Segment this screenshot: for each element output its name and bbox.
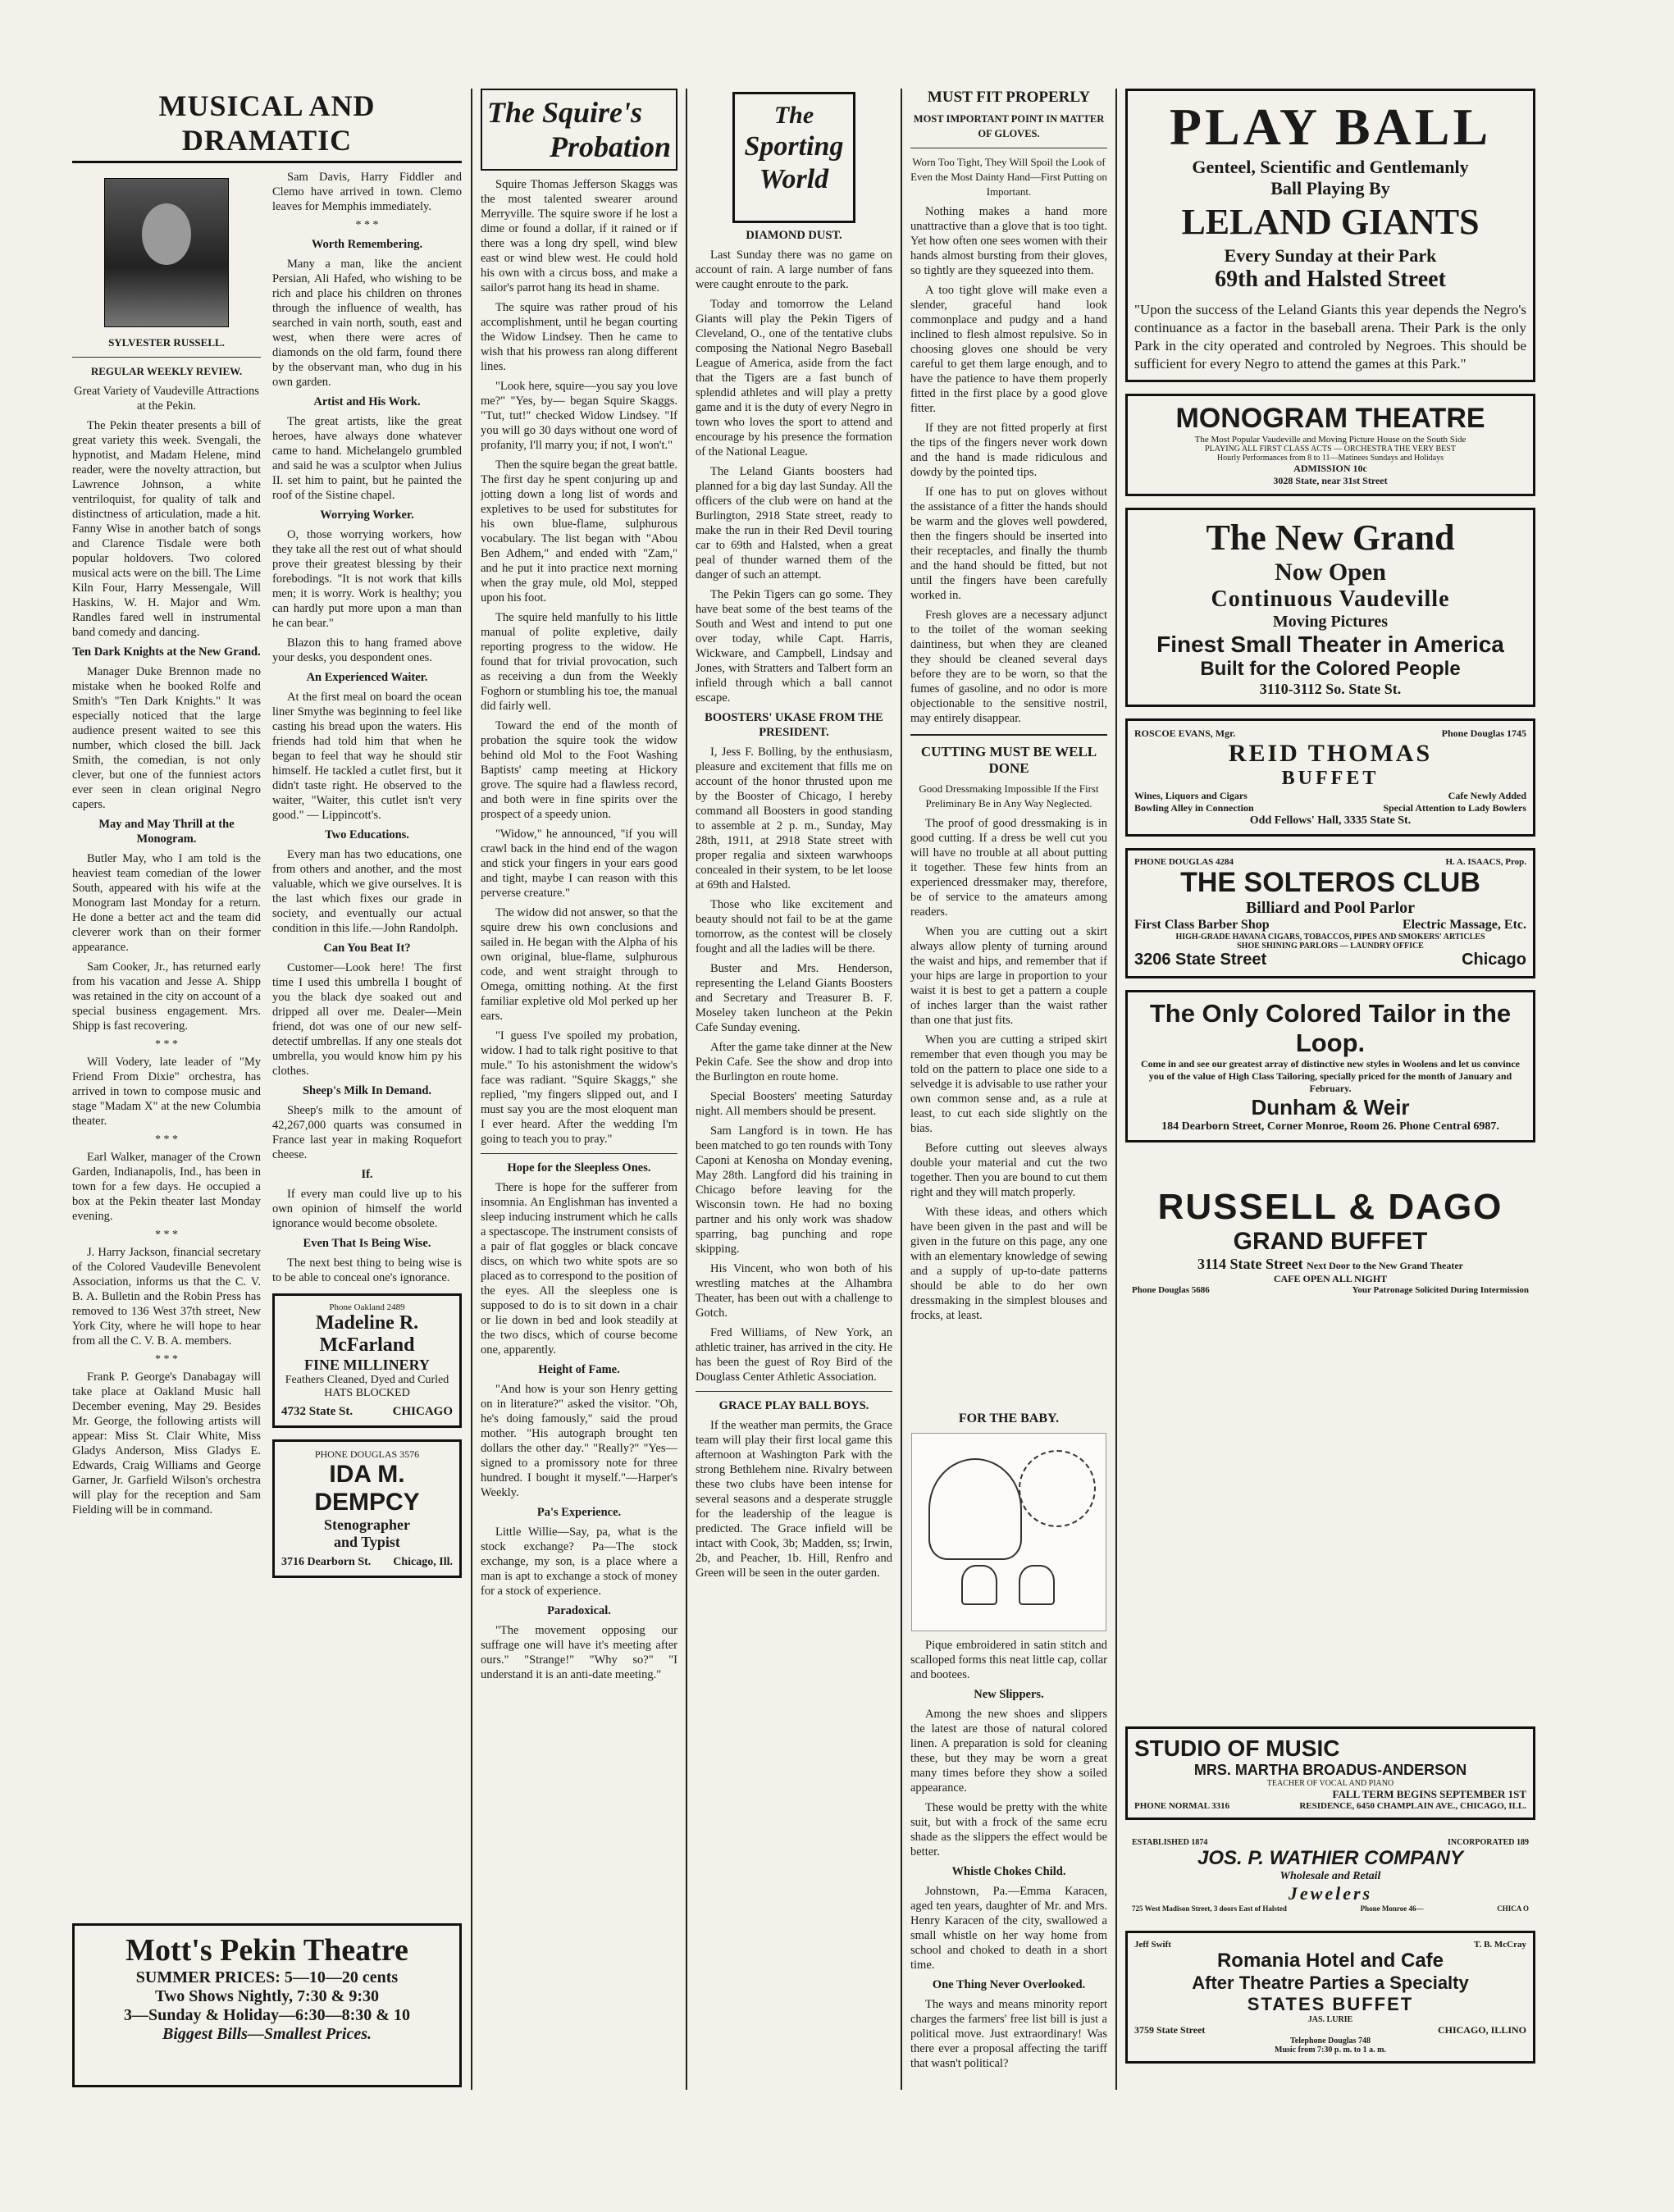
article-paragraph: If every man could live up to his own opinion of himself the world ignorance would become obsolete. [272,1188,462,1230]
ad-title: RUSSELL & DAGO [1157,1187,1503,1227]
subhead: Artist and His Work. [313,395,421,408]
portrait-caption: SYLVESTER RUSSELL. [108,336,225,349]
ad-phone: Phone Monroe 46— [1360,1904,1424,1913]
ad-line: H. A. ISAACS, Prop. [1445,857,1526,867]
ad-title: The Only Colored Tailor in the Loop. [1149,999,1512,1057]
article-paragraph: Before cutting out sleeves always double your material and cut the two together. Then you are bound to cut them right and they will match properly. [910,1142,1107,1199]
article-paragraph: Among the new shoes and slippers the latest are those of natural colored linen. A preparation is sold for cleaning these, but they may be worn a great many times before they show a soiled appearance. [910,1708,1107,1795]
subhead: New Slippers. [974,1688,1044,1701]
ad-line: 69th and Halsted Street [1215,267,1446,292]
baby-clothes-illustration [911,1433,1106,1631]
column-rule [901,89,902,2090]
article-paragraph: Then the squire began the great battle. The first day he spent conjuring up and jotting down a long list of words and expletives to be used for substitutes for his own blue-flame, sulphurous vocabulary. The list began with "Abou Ben Adhem," and ended with "Zam," and he put it into practice next morning when the gray mule, old Mol, stepped upon his foot. [481,458,677,604]
ad-line: Finest Small Theater in America [1156,632,1504,657]
ad-line: ESTABLISHED 1874 [1132,1838,1208,1847]
ad-name: MRS. MARTHA BROADUS-ANDERSON [1193,1762,1467,1778]
article-paragraph: Those who like excitement and beauty should not fail to be at the game tomorrow, as the contest will be closely fought and all the ladies will be there. [696,898,892,955]
ad-line: Stenographer [324,1516,410,1533]
subhead: Can You Beat It? [323,942,411,955]
article-paragraph: "I guess I've spoiled my probation, widow. I had to talk right positive to that mule." To his astonishment the widow's face was radiant. "Squire Skaggs," she replied, "my fingers slipped out, and I must say you are the most eloquent man I ever heard. After the wedding I'm going to teach you to pray." [481,1029,677,1146]
subhead: Great Variety of Vaudeville Attractions at the Pekin. [74,385,259,413]
column-rule [471,89,472,2090]
subhead: MOST IMPORTANT POINT IN MATTER OF GLOVES. [913,113,1105,139]
article-paragraph: The squire held manfully to his little manual of polite expletive, daily reporting progress to the widow. He found that for trivial provocation, such as receiving a dun from the Weekly Foghorn or stumbling his toe, the manual did fairly well. [481,611,677,713]
article-paragraph: Frank P. George's Danabagay will take place at Oakland Music hall December evening, May 29. Besides Mr. George, the following artists will appear: Miss St. Clair White, Miss Gladys Anderson, Miss Gladys E. Edwards, Craig Williams and George Garner, Jr. Garfield Wilson's orchestra will play for the reception and Sam Fielding will be in command. [72,1371,261,1516]
subhead: Pa's Experience. [536,1506,622,1519]
article-paragraph: Special Boosters' meeting Saturday night. All members should be present. [696,1090,892,1118]
ad-line: Wholesale and Retail [1279,1870,1381,1882]
ad-line: HATS BLOCKED [324,1387,410,1399]
article-paragraph: "And how is your son Henry getting on in literature?" asked the visitor. "Oh, he's doing famously," said the proud mother. "His autograph brought ten dollars the other day." "Really?" "Yes—signed to a promissory note for three hundred. I bought it myself."—Harper's Weekly. [481,1383,677,1499]
ad-city: CHICAGO [392,1405,453,1418]
ad-line: HIGH-GRADE HAVANA CIGARS, TOBACCOS, PIPES AND SMOKERS' ARTICLES [1175,933,1485,942]
logo-text: World [759,164,829,194]
ad-line: Music from 7:30 p. m. to 1 a. m. [1275,2046,1386,2055]
article-paragraph: The Pekin Tigers can go some. They have beat some of the best teams of the South and West and intend to put one over today, while Capt. Harris, Wickware, and Campbell, Lindsay and Jones, with Stratters and Talbert form an infield through which a ball cannot escape. [696,588,892,705]
ad-line: JAS. LURIE [1307,2015,1353,2024]
ad-line: After Theatre Parties a Specialty [1192,1973,1469,1993]
ad-line: FALL TERM BEGINS SEPTEMBER 1ST [1332,1788,1526,1800]
ad-dempcy [272,1439,462,1578]
ad-wathier [1125,1831,1535,1919]
ad-play-ball [1125,89,1535,382]
ad-line: The Most Popular Vaudeville and Moving Picture House on the South Side [1194,435,1466,445]
ad-name: Dunham & Weir [1251,1095,1410,1120]
ad-phone: Phone Douglas 1745 [1441,727,1526,739]
ad-line: GRAND BUFFET [1233,1228,1428,1255]
ad-line: Built for the Colored People [1200,658,1461,680]
ad-phone: PHONE DOUGLAS 4284 [1134,857,1234,867]
sporting-world-logo [732,92,855,223]
ad-business: FINE MILLINERY [304,1357,430,1373]
logo-text: The [773,102,814,129]
ad-address: 3114 State Street [1197,1256,1303,1272]
subhead: DIAMOND DUST. [746,229,842,242]
subhead: An Experienced Waiter. [306,671,428,684]
ad-line: First Class Barber Shop [1134,918,1270,932]
section-header: CUTTING MUST BE WELL DONE [920,744,1097,776]
article-paragraph: Buster and Mrs. Henderson, representing the Leland Giants Boosters and Secretary and Treasurer B. F. Moseley taken luncheon at the Pekin Cafe Sunday evening. [696,962,892,1034]
subhead: One Thing Never Overlooked. [932,1978,1086,1991]
subhead: FOR THE BABY. [958,1412,1060,1425]
ad-line: Every Sunday at their Park [1224,245,1437,266]
subhead: GRACE PLAY BALL BOYS. [718,1399,869,1412]
subhead: Worrying Worker. [320,509,414,522]
article-paragraph: I, Jess F. Bolling, by the enthusiasm, pleasure and excitement that fills me on account of the honor thrusted upon me by the Booster of Chicago, I hereby command all Boosters in good standing to assemble at 2 p. m., Sunday, May 28th, 1911, at 2918 State street with proper regalia and sixteen warwhoops concealed in their system, to be let loose at 69th and Halsted. [696,746,892,892]
ad-line: Now Open [1275,559,1386,586]
ad-russell-dago [1125,1154,1535,1302]
ad-phone: Phone Oakland 2489 [329,1302,405,1312]
article-paragraph: The great artists, like the great heroes, have always done whatever came to hand. Michelangelo grumbled and said he was a sculptor when Julius II. set him to paint, but he painted the roof of the Sistine chapel. [272,415,462,502]
subhead: Hope for the Sleepless Ones. [507,1161,651,1174]
article-paragraph: Sheep's milk to the amount of 42,267,000 quarts was consumed in France last year in making Roquefort cheese. [272,1104,462,1161]
article-paragraph: Toward the end of the month of probation the squire took the widow behind old Mol to the Foot Washing Baptists' camp meeting at Hickory grove. The squire had a flawless record, and both were in fine spirits over the prospect of a speedy union. [481,719,677,821]
ad-address: Odd Fellows' Hall, 3335 State St. [1249,814,1412,827]
article-paragraph: When you are cutting a striped skirt remember that even though you may be told on the pattern to place one side to a selvedge it is advisable to use rather your own common sense and, as a rule at least, to cut each side slightly on the bias. [910,1033,1107,1135]
article-paragraph: Today and tomorrow the Leland Giants will play the Pekin Tigers of Cleveland, O., one of the tentative clubs composing the National Negro Baseball League of America, aside from the fact that the Tigers are a fast bunch of splendid athletes and will play a pretty game and it is the duty of every Negro in town who loves the sport to attend and encourage by his presence the formation of the National League. [696,298,892,458]
article-paragraph: If one has to put on gloves without the assistance of a fitter the hands should be warm and the gloves well powdered, then the fingers should be inserted into their receptacles, and finally the thumb and the hand should be fitted, but not until the fingers have been carefully worked in. [910,486,1107,602]
article-paragraph: Blazon this to hang framed above your desks, you despondent ones. [272,636,462,664]
ad-title: REID THOMAS [1228,740,1433,767]
review-head: REGULAR WEEKLY REVIEW. [90,365,243,377]
subhead: If. [361,1168,373,1181]
ad-phone: Phone Douglas 5686 [1132,1285,1210,1295]
article-paragraph: The widow did not answer, so that the squire drew his own conclusions and sailed in. He began with the Alpha of his own original, blue-flame, sulphurous code, and went straight through to Omega, omitting nothing. At the first familiar expletive old Mol perked up her ears. [481,906,677,1023]
ad-line: PLAYING ALL FIRST CLASS ACTS — ORCHESTRA THE VERY BEST [1205,445,1456,454]
article-paragraph: Sam Langford is in town. He has been matched to go ten rounds with Tony Caponi at Kenosha on Monday evening, May 28th. Langford did his training in Chicago before leaving for the Wisconsin town. He had no boxing partner and his only work was shadow sparring, bag punching and rope skipping. [696,1124,892,1256]
article-paragraph: If they are not fitted properly at first the tips of the fingers never work down and the hand is made ridiculous and dowdy by the pointed tips. [910,422,1107,479]
subhead: Height of Fame. [538,1363,620,1376]
ad-title: The New Grand [1206,518,1455,558]
ad-studio-music [1125,1726,1535,1820]
ad-line: Two Shows Nightly, 7:30 & 9:30 [155,1987,379,2005]
article-paragraph: Fresh gloves are a necessary adjunct to the toilet of the woman seeking daintiness, but when they are cleaned they should be cleaned several days before they are to be worn, so that the fumes of gasoline, and no odor is more objectionable to the sensitive nostril, may entirely disappear. [910,609,1107,725]
ad-title: JOS. P. WATHIER COMPANY [1197,1847,1464,1869]
article-paragraph: Every man has two educations, one from others and another, and the most valuable, which we give ourselves. It is the last which fixes our grade in society, and eventually our actual condition in this life.—John Randolph. [272,848,462,935]
image-caption: Pique embroidered in satin stitch and scalloped forms this neat little cap, collar and bootees. [910,1639,1107,1681]
subhead: Worn Too Tight, They Will Spoil the Look of Even the Most Dainty Hand—First Putting on Important. [910,156,1107,198]
ad-quote: "Upon the success of the Leland Giants this year depends the Negro's continuance as a factor in the baseball arena. Their Park is the only Park in the city operated and controled by Negroes. This should be sufficient for every Negro to attend the games at this Park." [1134,302,1526,372]
lower-advertisements [1125,1726,1535,2075]
article-paragraph: A too tight glove will make even a slender, graceful hand look commonplace and pudgy and a hand inclined to flesh almost repulsive. So in choosing gloves one should be very careful to get them large enough, and to have the patience to have them properly fitted in the first place by a good glove fitter. [910,284,1107,415]
article-paragraph: Earl Walker, manager of the Crown Garden, Indianapolis, Ind., has been in town for a few days. He occupied a box at the Pekin theater last Monday evening. [72,1151,261,1223]
section-header: MUSICAL AND DRAMATIC [72,89,462,163]
ad-name: Madeline R. McFarland [315,1312,419,1356]
ad-team: LELAND GIANTS [1181,202,1480,242]
ad-phone: PHONE NORMAL 3316 [1134,1801,1230,1811]
ad-line: CAFE OPEN ALL NIGHT [1273,1273,1388,1284]
ad-address: 3206 State Street [1134,951,1267,969]
article-paragraph: Johnstown, Pa.—Emma Karacen, aged ten years, daughter of Mr. and Mrs. Henry Karacen of the city, swallowed a small whistle on her way home from school and choked to death in a short time. [910,1885,1107,1972]
ad-address: 4732 State St. [281,1405,354,1418]
ad-line: Your Patronage Solicited During Intermission [1352,1285,1529,1295]
squire-story [481,89,677,2090]
ad-solteros [1125,848,1535,978]
article-paragraph: When you are cutting out a skirt always allow plenty of turning around the waist and hips, and remember that if your hips are large in proportion to your waist it is best to get a pattern a couple of inches larger than the waist rather than one that just fits. [910,925,1107,1027]
article-paragraph: Manager Duke Brennon made no mistake when he booked Rolfe and Smith's "Ten Dark Knights." It was especially noticed that the large audience present waited to see this number, which closed the bill. Jack Smith, the comedian, is not only clever, but one of the funniest actors ever seen in clean original Negro capers. [72,665,261,811]
ad-line: Feathers Cleaned, Dyed and Curled [285,1374,449,1386]
subhead: Good Dressmaking Impossible If the First Preliminary Be in Any Way Neglected. [919,782,1099,810]
ad-motts-pekin [72,1923,462,2087]
baby-feature [910,1407,1107,2076]
ad-phone: PHONE DOUGLAS 3576 [314,1448,420,1460]
ad-line: SUMMER PRICES: 5—10—20 cents [135,1968,399,1986]
article-paragraph: "Look here, squire—you say you love me?" "Yes, by— began Squire Skaggs. "Tut, tut!" checked Widow Lindsey. "If you will go 30 days without one word of profanity, I'll marry you; if not, I won't." [481,380,677,452]
subhead: Two Educations. [325,828,409,841]
ad-address: RESIDENCE, 6450 CHAMPLAIN AVE., CHICAGO, ILL. [1299,1801,1526,1811]
ad-title: Romania Hotel and Cafe [1216,1950,1444,1972]
ad-address: 3759 State Street [1134,2024,1206,2036]
ad-line: Special Attention to Lady Bowlers [1383,802,1526,814]
subhead: Even That Is Being Wise. [303,1237,431,1250]
ad-address: 3110-3112 So. State St. [1259,681,1402,697]
ad-name: IDA M. DEMPCY [314,1461,420,1516]
article-paragraph: Nothing makes a hand more unattractive than a glove that is too tight. Yet how often one sees women with their hands almost bursting from their gloves, so tightly are they squeezed into them. [910,205,1107,277]
article-paragraph: His Vincent, who won both of his wrestling matches at the Alhambra Theater, has been out with a challenge to Gotch. [696,1262,892,1320]
ad-title: PLAY BALL [1169,98,1492,156]
article-paragraph: The Leland Giants boosters had planned for a big day last Sunday. All the officers of the club were on hand at the Burlington, 2918 State street, ready to make the run in their Red Devil touring car to 69th and Halsted, when a great peal of thunder warned them of the danger of such an attempt. [696,465,892,582]
ad-title: THE SOLTEROS CLUB [1180,867,1480,898]
column-rule [1115,89,1117,2090]
ad-line: and Typist [334,1534,400,1550]
ad-line: Billiard and Pool Parlor [1245,899,1416,917]
ad-line: INCORPORATED 189 [1448,1838,1529,1847]
ad-colored-tailor [1125,990,1535,1142]
ad-city: CHICAGO, ILLINO [1437,2024,1526,2036]
article-paragraph: Squire Thomas Jefferson Skaggs was the most talented swearer around Merryville. The squire swore if he lost a dime or found a dollar, if it rained or if there was a long dry spell, wind blew east or wind blew west. He could hold his own with a circus boss, and make a sailor's parrot hang its head in shame. [481,178,677,294]
subhead: May and May Thrill at the Monogram. [98,818,235,846]
ad-mcfarland [272,1293,462,1428]
ad-line: Wines, Liquors and Cigars [1134,790,1248,801]
subhead: Paradoxical. [547,1604,611,1617]
ad-line: Next Door to the New Grand Theater [1307,1260,1463,1271]
article-paragraph: Customer—Look here! The first time I used this umbrella I bought of you the black dye soaked out and dripped all over me. Dealer—Mein friend, dot was one of our new self-detectif umbrellas. If any one steals dot umbrella, you would know him py his clothes. [272,961,462,1078]
ad-monogram [1125,394,1535,496]
ad-romania-hotel [1125,1931,1535,2064]
subhead: Whistle Chokes Child. [951,1865,1066,1878]
article-paragraph: The next best thing to being wise is to be able to conceal one's ignorance. [272,1257,462,1284]
portrait-photo [104,178,229,327]
ad-line: Moving Pictures [1272,613,1389,631]
ad-line: Come in and see our greatest array of distinctive new styles in Woolens and let us convince you of the value of High Class Tailoring, specially priced for the month of January and February. [1141,1058,1520,1094]
ad-address: 725 West Madison Street, 3 doors East of Halsted [1132,1904,1287,1913]
ad-city: CHICA O [1497,1904,1529,1913]
article-paragraph: Fred Williams, of New York, an athletic trainer, has arrived in the city. He has been the guest of Roy Bird of the Douglass Center Athletic Association. [696,1326,892,1384]
ad-new-grand [1125,508,1535,707]
ad-line: Hourly Performances from 8 to 11—Matinees Sundays and Holidays [1216,454,1444,463]
ad-line: Bowling Alley in Connection [1134,802,1254,814]
section-header: MUST FIT PROPERLY [927,89,1091,106]
article-paragraph: These would be pretty with the white suit, but with a frock of the same ecru shade as the slippers the effect would be better. [910,1801,1107,1859]
ad-line: Genteel, Scientific and Gentlemanly [1192,157,1469,177]
ad-address: 3716 Dearborn St. [281,1556,372,1568]
ad-line: Electric Massage, Etc. [1402,918,1526,932]
ad-line: TEACHER OF VOCAL AND PIANO [1266,1779,1394,1788]
article-paragraph: The Pekin theater presents a bill of great variety this week. Svengali, the hypnotist, and Madam Helene, mind reader, were the novelty attraction, but Lawrence Johnson, a white ventriloquist, for quality of talk and distinctness of articulation, made a hit. Fanny Wise in another batch of songs and Clarence Tisdale were both popular holdovers. Two colored musical acts were on the bill. The Lime Kiln Four, Harry Messengale, Will Haskins, W. H. Major and Wm. Randles fared well in instrumental band comedy and dancing. [72,419,261,639]
advertisements-column [1125,89,1535,1313]
article-paragraph: Sam Cooker, Jr., has returned early from his vacation and Jesse A. Shipp was retained in the city on account of a special business engagement. Mrs. Shipp is fast recovering. [72,960,261,1033]
article-paragraph: Little Willie—Say, pa, what is the stock exchange? Pa—The stock exchange, my son, is a place where a man is apt to exchange a stock of money for a stock of experience. [481,1526,677,1598]
ad-line: BUFFET [1281,768,1380,789]
ad-line: 3028 State, near 31st Street [1273,475,1388,486]
ad-line: T. B. McCray [1474,1940,1526,1950]
subhead: Worth Remembering. [311,238,423,251]
article-paragraph: Many a man, like the ancient Persian, Ali Hafed, who wishing to be rich and place his children on thrones through the influence of wealth, has searched in vain north, south, east and west, when there were acres of diamonds on the old farm, found there by the observant man, who dug in his own garden. [272,258,462,389]
article-paragraph: Butler May, who I am told is the heaviest team comedian of the lower South, appeared with his wife at the Monogram last Monday for a return. He done a better act and the team did cleverer work than on their former appearance. [72,852,261,954]
ad-line: ADMISSION 10c [1293,463,1367,474]
ad-title: MONOGRAM THEATRE [1175,403,1485,434]
subhead: Sheep's Milk In Demand. [302,1084,432,1097]
article-paragraph: "The movement opposing our suffrage one will have it's meeting after ours." "Strange!" "Why so?" "I understand it is an anti-date meeting." [481,1624,677,1681]
ad-title: STUDIO OF MUSIC [1134,1735,1340,1761]
column-rule [686,89,687,2090]
ad-line: Jeff Swift [1134,1940,1171,1950]
article-paragraph: O, those worrying workers, how they take all the rest out of what should prove their greatest blessing by their forebodings. "It is not work that kills men; it is worry. Work is healthy; you can hardly put more upon a man than he can bear." [272,528,462,630]
article-paragraph: J. Harry Jackson, financial secretary of the Colored Vaudeville Benevolent Association, informs us that the C. V. B. A. Bulletin and the Robin Press has removed to 136 West 37th street, New York City, where he will hope to hear from all the C. V. B. A. members. [72,1246,261,1348]
ad-title: Mott's Pekin Theatre [125,1933,408,1968]
article-paragraph: Will Vodery, late leader of "My Friend From Dixie" orchestra, has arrived in town to compose music and stage "Madam X" at the new Columbia theater. [72,1056,261,1128]
ad-line: ROSCOE EVANS, Mgr. [1134,727,1236,739]
ad-line: Cafe Newly Added [1448,790,1526,801]
article-paragraph: The proof of good dressmaking is in good cutting. If a dress be well cut you will have no trouble at all about putting it together. These few hints from an experienced dressmaker may, therefore, be of service to the amateurs among readers. [910,817,1107,919]
logo-text: Sporting [744,131,844,162]
article-paragraph: After the game take dinner at the New Pekin Cafe. See the show and drop into the Burlington en route home. [696,1041,892,1083]
article-paragraph: There is hope for the sufferer from insomnia. An Englishman has invented a sleep inducing instrument which he calls a spectascope. The instrument consists of a pair of flat goggles or black concave discs, on which two white spots are so placed as to correspond to the position of the eyes. All the sleepless one is supposed to do is to sit down in a chair or lie down in bed and look steadily at the two discs, which of course become one, apparently. [481,1181,677,1357]
sporting-world-section [696,89,892,2090]
ad-line: Ball Playing By [1270,178,1390,198]
ad-reid-thomas [1125,718,1535,837]
article-paragraph: The squire was rather proud of his accomplishment, until he began courting the Widow Lindsey. Then he came to wish that his prowess ran along different lines. [481,301,677,373]
ad-phone: Telephone Douglas 748 [1290,2036,1371,2046]
ad-city: Chicago, Ill. [393,1556,453,1568]
subhead: Ten Dark Knights at the New Grand. [72,645,261,659]
ad-title: STATES BUFFET [1247,1994,1414,2014]
ad-city: Chicago [1462,951,1526,969]
story-title: Probation [549,130,671,163]
ad-line: Continuous Vaudeville [1211,586,1450,612]
article-paragraph: Last Sunday there was no game on account of rain. A large number of fans were caught enroute to the park. [696,249,892,291]
article-paragraph: Sam Davis, Harry Fiddler and Clemo have arrived in town. Clemo leaves for Memphis immediately. [272,171,462,213]
article-paragraph: If the weather man permits, the Grace team will play their first local game this afternoon at Washington Park with the strong Bethlehem nine. Rivalry between these two clubs have been intense for several seasons and a desperate struggle for the leadership of the league is predicted. The Grace infield will be intact with Cook, 3b; Madden, ss; Irwin, 2b, and Peacher, 1b. Hill, Renfro and Green will be seen in the outer garden. [696,1419,892,1580]
story-title: The Squire's [487,96,643,129]
ad-slogan: Biggest Bills—Smallest Prices. [162,2025,372,2043]
article-paragraph: The ways and means minority report charges the farmers' free list bill is just a political move. Just extraordinary! Was there ever a proposal affecting the tariff that wasn't political? [910,1998,1107,2070]
subhead: BOOSTERS' UKASE FROM THE PRESIDENT. [705,711,883,739]
ad-line: 3—Sunday & Holiday—6:30—8:30 & 10 [124,2006,410,2024]
ad-phone: Phone Central 6987. [1399,1120,1499,1133]
ad-line: SHOE SHINING PARLORS — LAUNDRY OFFICE [1237,942,1424,951]
article-paragraph: "Widow," he announced, "if you will crawl back in the hind end of the wagon and stick your fingers in your ears good and tight, maybe I can reason with this perverse creature." [481,828,677,900]
article-paragraph: With these ideas, and others which have been given in the past and will be given in the future on this page, any one with an elementary knowledge of sewing and a supply of up-to-date patterns should be able to do her own dressmaking in the simplest blouses and frocks, at least. [910,1206,1107,1322]
musical-dramatic-section: MUSICAL AND DRAMATIC SYLVESTER RUSSELL. REGULAR WEEKLY REVIEW. Great Variety of Vaudeville Attractions at the Pekin. The Pekin theater presents a bill of great variety this week. Svengali, the hypnotist, and Madam Helene, mind reader, were the novelty attraction, but Lawrence Johnson, a white ventriloquist, for quality of talk and distinctness of articulation, made a hit. Fanny Wise in another batch of songs and Clarence Tisdale were both popular holdovers. Two colored musical acts were on the bill. The Lime Kiln Four, Harry Messengale, Will Haskins, W. H. Major and Wm. Randles fared well in instrumental band comedy and dancing. Ten Dark Knights at the New Grand. Manager Duke Brennon made no mistake when he booked Rolfe and Smith's "Ten Dark Knights." It was especially noticed that the large audience present waited to see this number, which closed the bill. Jack Smith, the comedian, is not only clever, but one of the funniest actors ever seen in clean original Negro capers. May and May Thrill at the Monogram. Butler May, who I am told is the heaviest team comedian of the lower South, appeared with his wife at the Monogram last Monday for a return. He done a better act and the team did cleverer work than on their former appearance. Sam Cooker, Jr., has returned early from his vacation and Jesse A. Shipp was retained in the city on account of a special business engagement. Mrs. Shipp is fast recovering. * * * Will Vodery, late leader of "My Friend From Dixie" orchestra, has arrived in town to compose music and stage "Madam X" at the new Columbia theater. * * * Earl Walker, manager of the Crown Garden, Indianapolis, Ind., has been in town for a few days. He occupied a box at the Pekin theater last Monday evening. * * * J. Harry Jackson, financial secretary of the Colored Vaudeville Benevolent Association, informs us that the C. V. B. A. Bulletin and the Robin Press has removed to 136 West 37th street, New York City, where he will hope to hear from all the C. V. B. A. members. * * * Frank P. George's Danabagay will take place at Oakland Music hall December evening, May 29. Besides Mr. George, the following artists will appear: Miss St. Clair White, Miss Gladys Anderson, Miss Gladys E. Edwards, Craig Williams and George Garner, Jr. Garfield Wilson's orchestra will play for the reception and Sam Fielding will be in command. Sam Davis, Harry Fiddler and Clemo have arrived in town. Clemo leaves for Memphis immediately. * * * Worth Remembering. Many a man, like the ancient Persian, Ali Hafed, who wishing to be rich and place his children on thrones through the influence of wealth, has searched in vain north, south, east and west, when there were acres of diamonds on the old farm, found there by the observant man, who dug in his own garden. Artist and His Work. The great artists, like the great heroes, have always done whatever came to hand. Michelangelo grumbled and said he was a sculptor when Julius II. set him to paint, but he painted the roof of the Sistine chapel. Worrying Worker. O, those worrying workers, how they take all the rest out of what should prove their greatest blessing by their forebodings. "It is not work that kills men; it is worry. Work is healthy; you can hardly put more upon a man than he can bear." Blazon this to hang framed above your desks, you despondent ones. An Experienced Waiter. At the first meal on board the ocean liner Smythe was beginning to feel like casting his bread upon the waters. His friends had told him that when he began to feel that way he should stir himself. He tackled a cutlet first, but it didn't taste right. He observed to the waiter, "Waiter, this cutlet isn't very good." — Lippincott's. Two Educations. Every man has two educations, one from others and another, and the most valuable, which we give ourselves. It is the last which fixes our grade in society, and eventually our actual condition in this life.—John Randolph. Can You Beat It? Customer—Look here! The first time I used this umbrella I bought of you the black dye soaked out and dripped all over me. Dealer—Mein friend, dot was one of our new self-detectif umbrellas. If any one steals dot umbrella, you would know him py his clothes. Sheep's Milk In Demand. Sheep's milk to the amount of 42,267,000 quarts was consumed in France last year in making Roquefort cheese. If. If every man could live up to his own opinion of himself the world ignorance would become obsolete. Even That Is Being Wise. The next best thing to being wise is to be able to conceal one's ignorance. Phone Oakland 2489 Madeline R. McFarland FINE MILLINERY Feathers Cleaned, Dyed and Curled HATS BLOCKED 4732 State St. CHICAGO PHONE DOUGLAS 3576 IDA M. DEMPCY Stenographer and Typist 3716 Dearborn St. Chicago, Ill. [72,89,462,1589]
ad-address: 184 Dearborn Street, Corner Monroe, Room 26. [1161,1120,1397,1133]
article-paragraph: At the first meal on board the ocean liner Smythe was beginning to feel like casting his bread upon the waters. His friends had told him that when he began to feel that way he should stir himself. He tackled a cutlet first, but it didn't taste right. He observed to the waiter, "Waiter, this cutlet isn't very good." — Lippincott's. [272,691,462,822]
ad-line: Jewelers [1288,1883,1373,1904]
